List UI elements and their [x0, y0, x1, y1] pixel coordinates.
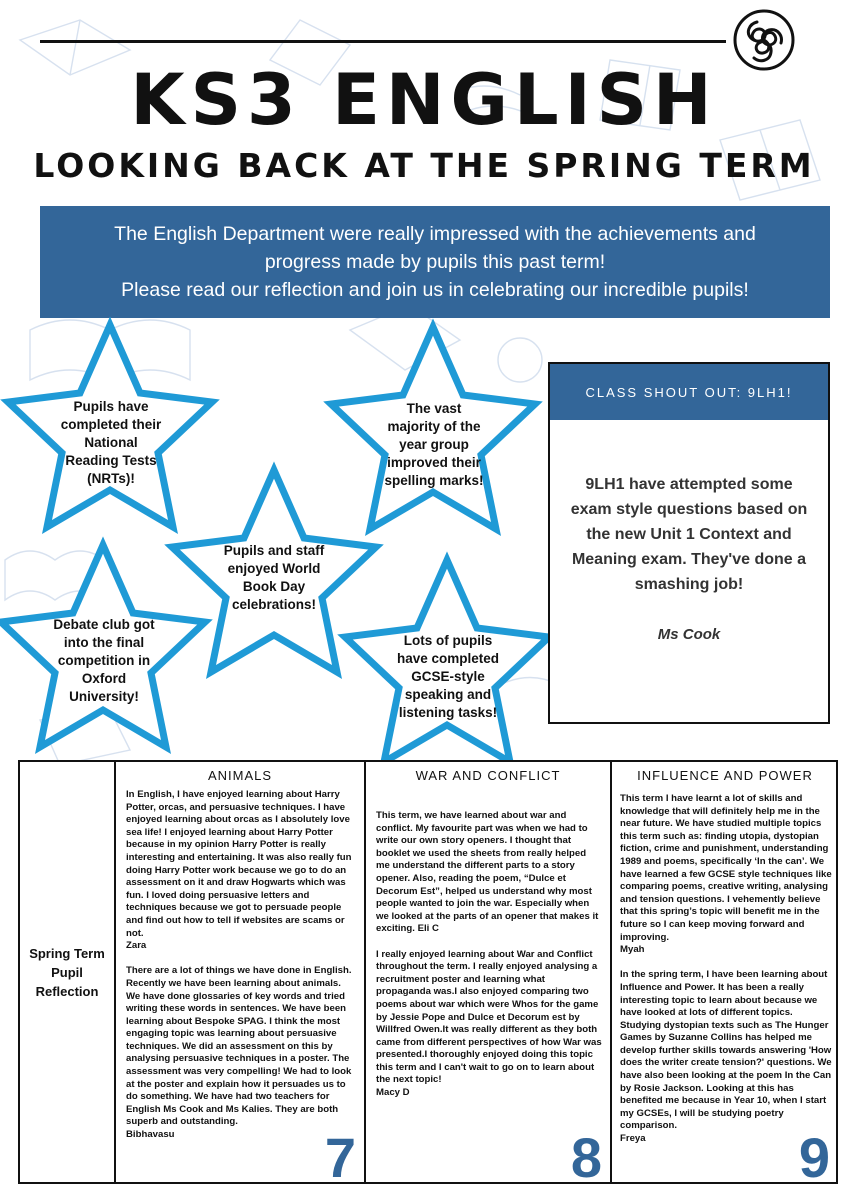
- shout-out-signature: Ms Cook: [657, 626, 721, 643]
- column-heading: INFLUENCE AND POWER: [637, 768, 813, 783]
- star-text-4: Debate club got into the final competition in Oxford University!: [53, 617, 155, 704]
- banner-line-1: The English Department were really impressed with the achievements and: [114, 223, 756, 245]
- reflection-column-influence-and-power: [610, 762, 838, 1189]
- banner-line-3: Please read our reflection and join us in celebrating our incredible pupils!: [121, 279, 749, 301]
- reflection-column-war-and-conflict: [364, 762, 610, 1189]
- column-text: In English, I have enjoyed learning about Harry Potter, orcas, and persuasive techniques. I have enjoyed learning about orcas as I absolutely love sea life! I enjoyed learning about Harry Potter because in my opinion Harry Potter is really interesting and entertaining. It was also really fun doing Harry Potter work because we go to do an assessment on it and draw Hogwarts which was fun. I loved doing persuasive letters and techniques because we got to persuade people and find out how to tell if websites are scams or not. Zara There are a lot of things we have done in English. Recently we have been learning about animals. We have done glossaries of key words and tried writing these words in sentences. We have been learning about Bespoke SPAG. I think the most engaging topic was learning about persuasive techniques. We did an assessment on this by analysing persuasive techniques in a poster. The assessment was very compelling! We had to look at the poster and explain how it persuades us to do something. We have had two teachers for English Ms Cook and Ms Kalies. They are both superb and outstanding. Bibhavasu: [126, 789, 352, 1141]
- page-number: 7: [324, 1126, 356, 1189]
- page-title: KS3 ENGLISH: [130, 59, 718, 141]
- banner-line-2: progress made by pupils this past term!: [264, 251, 606, 273]
- column-heading: ANIMALS: [207, 768, 273, 783]
- reflection-row-label: Spring Term Pupil Reflection: [29, 945, 105, 999]
- column-text: This term, we have learned about war and conflict. My favourite part was when we had to write our own story openers. I thought that booklet we used the sheets from really helped me understand the different parts to a story opener. Also, reading the poem, “Dulce et Decorum Est”, helped us understand why most people wanted to join the war. Especially when we looked at the parts of an opener that makes it exciting. Eli C I really enjoyed learning about War and Conflict throughout the term. I really enjoyed analysing a recruitment poster and learning what propaganda was.I also enjoyed comparing two poems about war which were Whos for the game by Jessie Pope and Dulce et Decorum est by Willfred Owen.It was really different as they both came from different perspectives of how War was presented.I thoroughly enjoyed doing this topic this term and I can't wait to go on to learn about the next topic! Macy D: [376, 810, 602, 1099]
- class-shout-out-box: [548, 362, 830, 724]
- reflection-table: [18, 760, 838, 1189]
- page-number: 8: [570, 1126, 602, 1189]
- star-text-2: The vast majority of the year group improved their spelling marks!: [384, 401, 484, 488]
- page-number: 9: [798, 1126, 830, 1189]
- column-text: This term I have learnt a lot of skills and knowledge that will definitely help me in the near future. We have studied multiple topics this term such as: finding utopia, dystopian fiction, crime and punishment, understanding 1989 and poems, specifically ‘In the can’. We have learned a few GCSE style techniques like comparing poems, creative writing, analysing and tension questions. I vehemently believe that this spring’s topic will benefit me in the future so I can keep moving forward and improving. Myah In the spring term, I have been learning about Influence and Power. It has been a really interesting topic to learn about because we have looked at lots of different topics. Studying dystopian texts such as The Hunger Games by Suzanne Collins has helped me develop further skills towards answering 'How does the writer create tension?' questions. We have also been looking at the poem In the Can by Rosie Jackson. Looking at this has benefited me because in Year 10, when I start my GCSEs, I will be studying poetry comparison. Freya: [620, 793, 832, 1145]
- shout-out-heading: CLASS SHOUT OUT: 9LH1!: [550, 364, 828, 420]
- page-subtitle: LOOKING BACK AT THE SPRING TERM: [33, 146, 815, 185]
- star-text-3: Pupils and staff enjoyed World Book Day celebrations!: [223, 543, 325, 612]
- shout-out-body: 9LH1 have attempted some exam style questions based on the new Unit 1 Context and Meaning exam. They've done a smashing job!: [570, 476, 808, 593]
- star-text-5: Lots of pupils have completed GCSE-style speaking and listening tasks!: [396, 633, 500, 720]
- reflection-column-animals: [114, 762, 364, 1189]
- star-text-1: Pupils have completed their National Reading Tests (NRTs)!: [60, 399, 162, 486]
- column-heading: WAR AND CONFLICT: [415, 768, 561, 783]
